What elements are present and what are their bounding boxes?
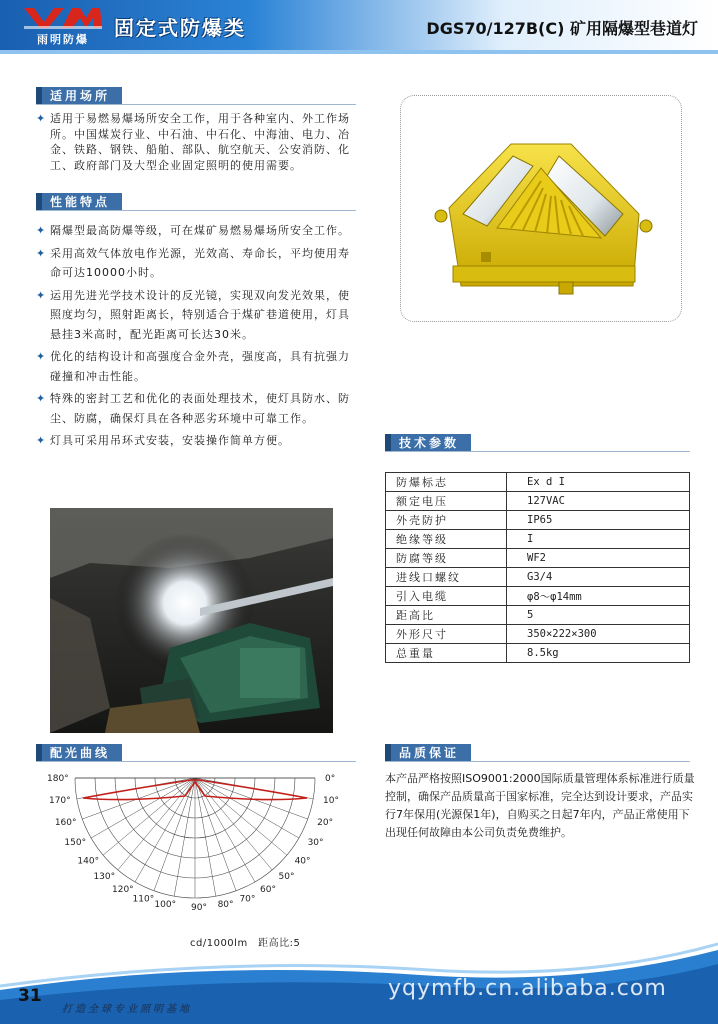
section-divider — [36, 104, 356, 105]
polar-angle-label: 10° — [323, 796, 339, 807]
table-row — [386, 473, 690, 492]
page-number: 31 — [18, 986, 42, 1006]
tunnel-photo-image — [50, 508, 333, 733]
logo-text: 雨明防爆 — [37, 33, 89, 46]
polar-distribution-diagram — [40, 770, 350, 915]
usage-text-block — [36, 111, 354, 176]
feature-text: 优化的结构设计和高强度合金外壳，强度高，具有抗强力碰撞和冲击性能。 — [50, 350, 350, 383]
feature-item — [36, 244, 354, 283]
table-row — [386, 644, 690, 663]
spec-value: 350×222×300 — [507, 625, 690, 644]
diamond-bullet-icon: ✦ — [36, 434, 47, 447]
spec-value: φ8～φ14mm — [507, 587, 690, 606]
spec-key: 外形尺寸 — [386, 625, 507, 644]
polar-angle-label: 20° — [317, 817, 334, 828]
feature-text: 灯具可采用吊环式安装，安装操作简单方便。 — [50, 434, 290, 447]
feature-item — [36, 347, 354, 386]
features-section-tag: 性能特点 — [36, 193, 122, 211]
spec-key: 绝缘等级 — [386, 530, 507, 549]
section-divider — [36, 761, 356, 762]
spec-key: 进线口螺纹 — [386, 568, 507, 587]
polar-angle-label: 50° — [278, 872, 295, 883]
quality-text: 本产品严格按照ISO9001:2000国际质量管理体系标准进行质量控制，确保产品质量高于国家标准，完全达到设计要求，产品实行7年保用(光源保1年)，自购买之日起7年内，产品正常使用下出现任何故障由本公司负责免费维护。 — [385, 772, 695, 839]
table-row — [386, 549, 690, 568]
features-list — [36, 221, 354, 454]
polar-section-tag: 配光曲线 — [36, 744, 122, 762]
spec-key: 防腐等级 — [386, 549, 507, 568]
page-header — [0, 0, 718, 56]
polar-angle-label: 130° — [93, 872, 116, 883]
spec-key: 外壳防护 — [386, 511, 507, 530]
polar-angle-label: 160° — [54, 817, 77, 828]
table-row — [386, 492, 690, 511]
section-divider — [385, 761, 690, 762]
spec-key: 总重量 — [386, 644, 507, 663]
specs-section-tag: 技术参数 — [385, 434, 471, 452]
polar-angle-label: 180° — [47, 774, 69, 784]
feature-text: 隔爆型最高防爆等级，可在煤矿易燃易爆场所安全工作。 — [50, 224, 350, 237]
table-row — [386, 511, 690, 530]
product-title: DGS70/127B(C) 矿用隔爆型巷道灯 — [426, 19, 698, 38]
diamond-bullet-icon: ✦ — [36, 224, 47, 237]
watermark-text: yqymfb.cn.alibaba.com — [388, 976, 667, 1001]
table-row — [386, 625, 690, 644]
table-row — [386, 606, 690, 625]
polar-angle-label: 80° — [217, 900, 234, 911]
spec-value: G3/4 — [507, 568, 690, 587]
feature-item — [36, 221, 354, 241]
polar-angle-label: 100° — [154, 900, 177, 911]
spec-key: 引入电缆 — [386, 587, 507, 606]
spec-value: 127VAC — [507, 492, 690, 511]
polar-angle-label: 70° — [239, 894, 256, 905]
spec-value: IP65 — [507, 511, 690, 530]
polar-angle-label: 140° — [77, 856, 100, 867]
polar-angle-label: 90° — [191, 903, 207, 913]
polar-angle-label: 150° — [64, 838, 87, 848]
diamond-bullet-icon: ✦ — [36, 392, 47, 405]
table-row — [386, 530, 690, 549]
usage-text: 适用于易燃易爆场所安全工作，用于各种室内、外工作场所。中国煤炭行业、中石油、中石化、中海油、电力、冶金、铁路、钢铁、船舶、部队、航空航天、公安消防、化工、政府部门及大型企业固定照明的使用需要。 — [50, 112, 350, 172]
company-logo — [22, 6, 104, 46]
spec-value: Ex d I — [507, 473, 690, 492]
spec-key: 距高比 — [386, 606, 507, 625]
diamond-bullet-icon: ✦ — [36, 350, 47, 363]
polar-angle-label: 40° — [294, 856, 311, 867]
polar-angle-label: 120° — [112, 884, 134, 895]
category-title: 固定式防爆类 — [114, 16, 246, 40]
polar-angle-label: 0° — [325, 774, 336, 784]
feature-text: 特殊的密封工艺和优化的表面处理技术，使灯具防水、防尘、防腐，确保灯具在各种恶劣环境中可靠工作。 — [50, 392, 350, 425]
usage-item — [36, 111, 354, 173]
quality-section-tag: 品质保证 — [385, 744, 471, 762]
feature-text: 采用高效气体放电作光源，光效高、寿命长，平均使用寿命可达10000小时。 — [50, 246, 350, 279]
feature-item — [36, 431, 354, 451]
polar-angle-label: 30° — [307, 838, 324, 848]
table-row — [386, 587, 690, 606]
spec-value: 8.5kg — [507, 644, 690, 663]
diamond-bullet-icon: ✦ — [36, 246, 47, 260]
tunnel-photo — [50, 508, 333, 733]
polar-angle-label: 60° — [260, 884, 276, 895]
section-divider — [36, 210, 356, 211]
logo-mark-icon — [22, 6, 104, 30]
polar-caption: cd/1000lm 距高比:5 — [190, 938, 301, 949]
spec-value: WF2 — [507, 549, 690, 568]
diamond-bullet-icon: ✦ — [36, 112, 47, 125]
usage-section-tag: 适用场所 — [36, 87, 122, 105]
polar-angle-label: 170° — [48, 796, 71, 807]
spec-key: 额定电压 — [386, 492, 507, 511]
table-row — [386, 568, 690, 587]
polar-angle-label: 110° — [132, 894, 155, 905]
footer-slogan: 打造全球专业照明基地 — [62, 1004, 192, 1015]
diamond-bullet-icon: ✦ — [36, 288, 47, 302]
feature-item — [36, 286, 354, 345]
spec-key: 防爆标志 — [386, 473, 507, 492]
section-divider — [385, 451, 690, 452]
spec-table — [385, 472, 690, 663]
feature-item — [36, 389, 354, 428]
header-strip — [0, 50, 718, 54]
spec-value: I — [507, 530, 690, 549]
product-image-frame — [400, 95, 682, 322]
spec-value: 5 — [507, 606, 690, 625]
feature-text: 运用先进光学技术设计的反光镜，实现双向发光效果，使照度均匀，照射距离长，特别适合于煤矿巷道使用，灯具悬挂3米高时，配光距离可长达30米。 — [50, 288, 350, 341]
lamp-product-image — [401, 96, 681, 321]
